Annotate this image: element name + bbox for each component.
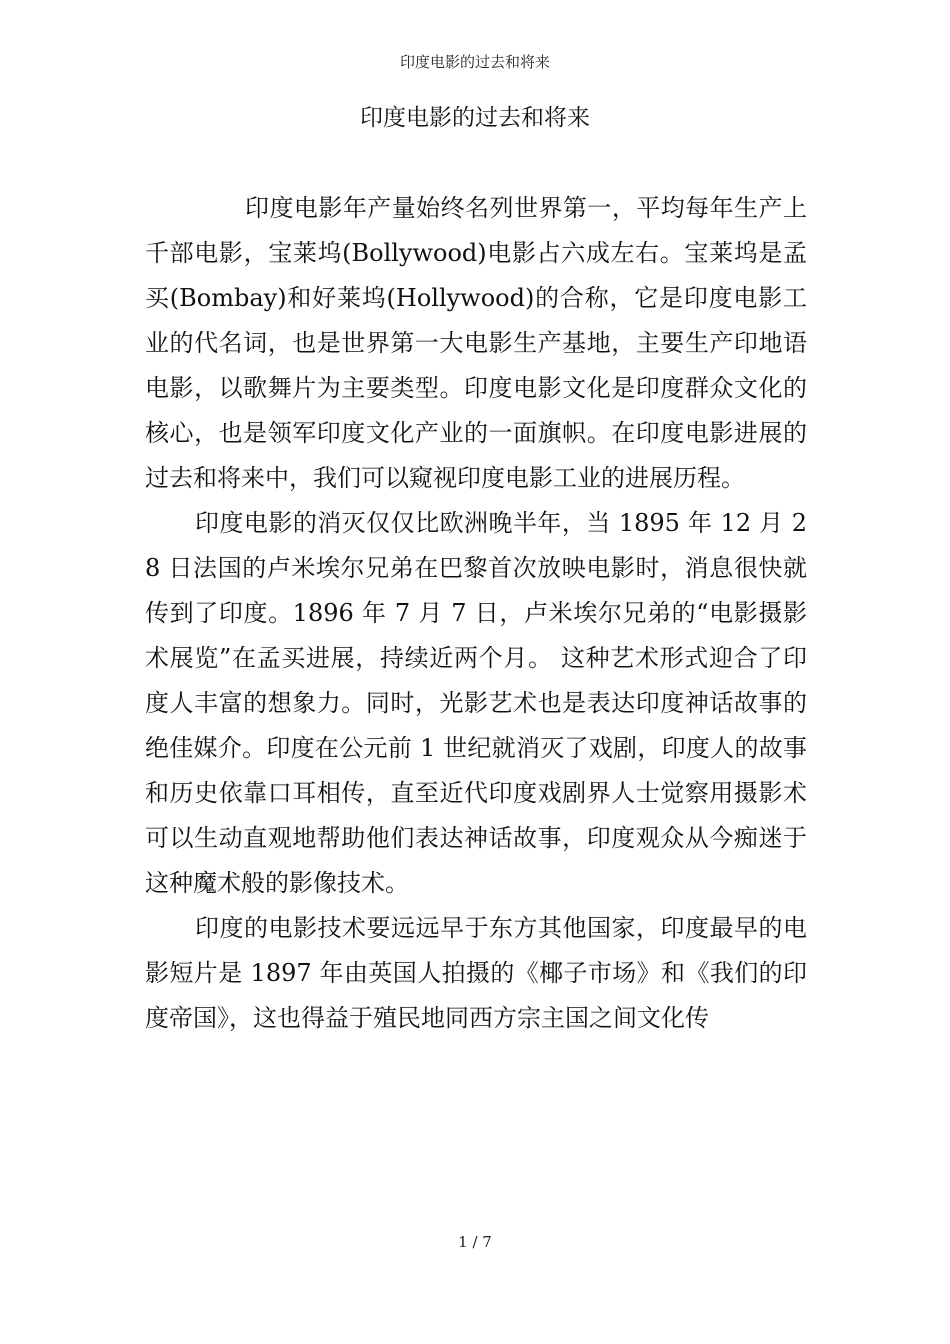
paragraph-3: 印度的电影技术要远远早于东方其他国家，印度最早的电影短片是 1897 年由英国人拍摄的《椰子市场》和《我们的印度帝国》，这也得益于殖民地同西方宗主国之间文化传 <box>145 914 807 1032</box>
paragraph-1: 印度电影年产量始终名列世界第一，平均每年生产上千部电影，宝莱坞(Bollywood)电影占六成左右。宝莱坞是孟买(Bombay)和好莱坞(Hollywood)的合称，它是印度电影工业的代名词，也是世界第一大电影生产基地，主要生产印地语电影，以歌舞片为主要类型。印度电影文化是印度群众文化的核心，也是领军印度文化产业的一面旗帜。在印度电影进展的过去和将来中，我们可以窥视印度电影工业的进展历程。 <box>145 194 807 492</box>
page-number: 1 / 7 <box>458 1233 492 1251</box>
running-header: 印度电影的过去和将来 <box>399 53 550 71</box>
paragraph-2: 印度电影的消灭仅仅比欧洲晚半年，当 1895 年 12 月 28 日法国的卢米埃尔兄弟在巴黎首次放映电影时，消息很快就传到了印度。1896 年 7 月 7 日，卢米埃尔兄弟的“电影摄影术展览”在孟买进展，持续近两个月。 这种艺术形式迎合了印度人丰富的想象力。同时，光影艺术也是表达印度神话故事的绝佳媒介。印度在公元前 1 世纪就消灭了戏剧，印度人的故事和历史依靠口耳相传，直至近代印度戏剧界人士觉察用摄影术可以生动直观地帮助他们表达神话故事，印度观众从今痴迷于这种魔术般的影像技术。 <box>145 509 807 897</box>
document-title: 印度电影的过去和将来 <box>360 105 590 131</box>
document-body <box>145 186 807 1041</box>
